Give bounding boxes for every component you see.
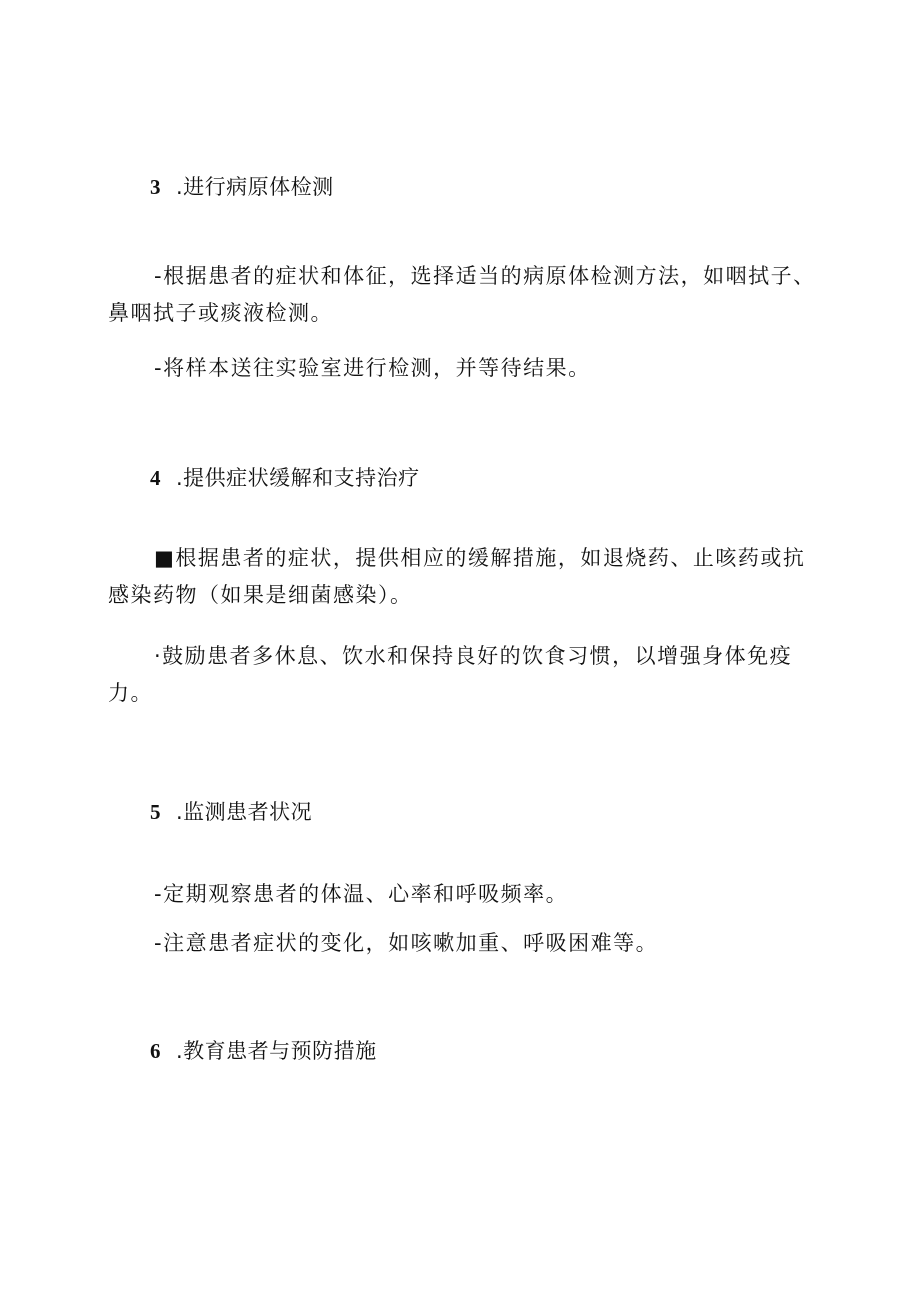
paragraph: ■根据患者的症状，提供相应的缓解措施，如退烧药、止咳药或抗感染药物（如果是细菌感染）。 bbox=[108, 546, 806, 607]
section-heading-4 bbox=[150, 463, 420, 493]
section-number: 3 bbox=[150, 175, 161, 199]
paragraph: -注意患者症状的变化，如咳嗽加重、呼吸困难等。 bbox=[154, 931, 659, 955]
section-title: .进行病原体检测 bbox=[176, 175, 334, 199]
section-heading-3 bbox=[150, 172, 334, 202]
section-number: 6 bbox=[150, 1039, 161, 1063]
section-title: .监测患者状况 bbox=[176, 800, 313, 824]
section-heading-5 bbox=[150, 797, 312, 827]
section-title: .提供症状缓解和支持治疗 bbox=[176, 466, 420, 490]
paragraph: -将样本送往实验室进行检测，并等待结果。 bbox=[154, 356, 591, 380]
section-number: 4 bbox=[150, 466, 161, 490]
paragraph: -定期观察患者的体温、心率和呼吸频率。 bbox=[154, 882, 569, 906]
section-number: 5 bbox=[150, 800, 161, 824]
section-title: .教育患者与预防措施 bbox=[176, 1039, 377, 1063]
section-heading-6 bbox=[150, 1036, 377, 1066]
paragraph: ·鼓励患者多休息、饮水和保持良好的饮食习惯，以增强身体免疫力。 bbox=[108, 644, 793, 705]
paragraph: -根据患者的症状和体征，选择适当的病原体检测方法，如咽拭子、鼻咽拭子或痰液检测。 bbox=[108, 264, 816, 325]
